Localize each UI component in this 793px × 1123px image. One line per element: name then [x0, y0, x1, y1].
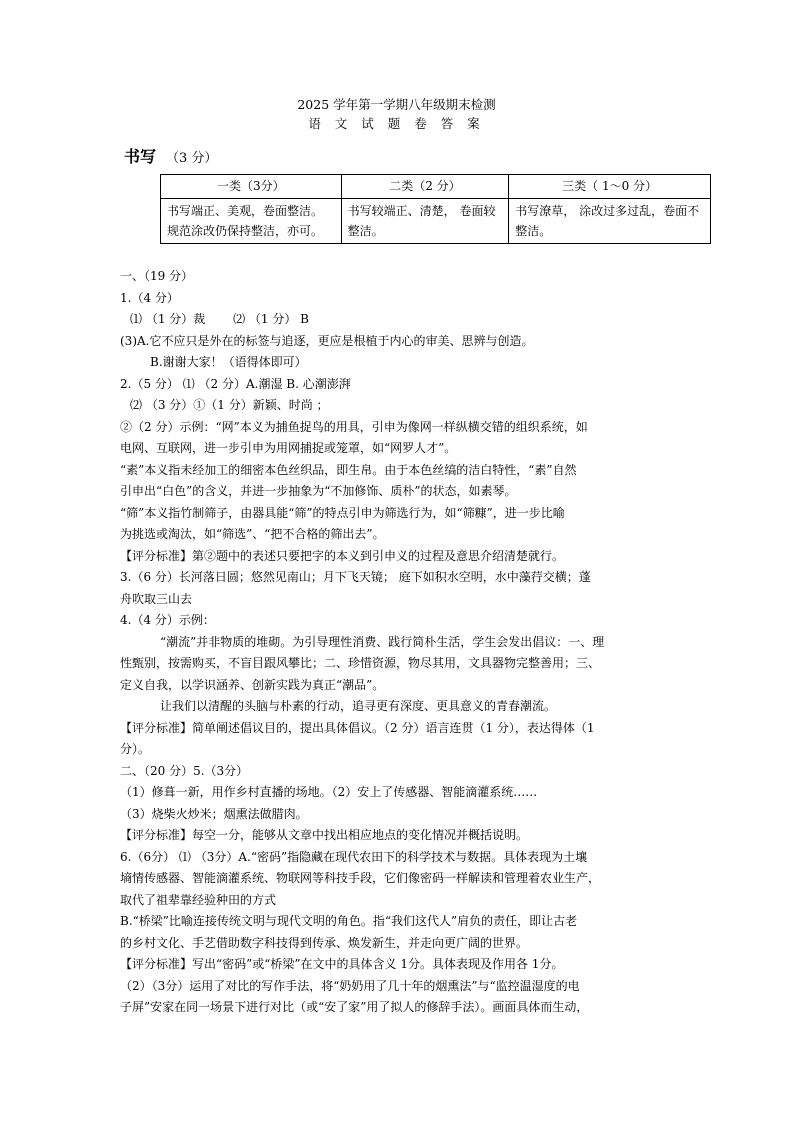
table-header-cell: 三类（ 1～0 分） [509, 175, 711, 199]
answer-line: B.“桥梁”比喻连接传统文明与现代文明的角色。指“我们这代人”肩负的责任，即让古老 [120, 914, 578, 928]
writing-points: （3 分） [166, 151, 218, 166]
answer-line: （3）烧柴火炒米；烟熏法做腊肉。 [120, 806, 308, 821]
answer-line: 3.（6 分）长河落日圆；悠然见南山；月下飞天镜； 庭下如积水空明，水中藻荇交横；蓬 [120, 570, 591, 584]
answer-line: 引申出“白色”的含义，并进一步抽象为“不加修饰、质朴”的状态，如素琴。 [120, 484, 517, 498]
answer-line: 分）。 [120, 742, 151, 756]
answer-line: ⑵ （3 分）①（1 分）新颖、时尚 ； [130, 398, 329, 412]
writing-label: 书写 [124, 147, 157, 166]
answer-line: 让我们以清醒的头脑与朴素的行动，追寻更有深度、更具意义的青春潮流。 [160, 699, 557, 713]
table-header-cell: 二类（2 分） [341, 175, 509, 199]
scoring-criteria: 【评分标准】每空一分，能够从文章中找出相应地点的变化情况并概括说明。 [120, 828, 529, 842]
answer-line: 定义自我，以学识涵养、创新实践为真正“潮品”。 [120, 677, 385, 692]
table-header-cell: 一类（3分） [161, 175, 342, 199]
section-heading: 二、（20 分）5.（3分） [120, 763, 249, 778]
page-subtitle: 语 文 试 题 卷 答 案 [308, 116, 485, 131]
answer-line: 为挑选或淘汰，如“筛选”、“把不合格的筛出去”。 [120, 527, 385, 541]
table-row [161, 199, 711, 244]
answer-line: 6.（6分） ⑴ （3分）A.“密码”指隐藏在现代农田下的科学技术与数据。具体表现为土壤 [120, 849, 588, 864]
answer-line: 性甄别，按需购买，不盲目跟风攀比；二、珍惜资源，物尽其用，文具器物完整善用；三、 [120, 656, 601, 670]
answer-line: 舟吹取三山去 [120, 591, 193, 606]
answer-line: (3)A.它不应只是外在的标签与追逐，更应是根植于内心的审美、思辨与创造。 [120, 333, 534, 348]
answer-line: B.谢谢大家！（语得体即可） [150, 355, 307, 369]
answer-line: “素”本义指未经加工的细密本色丝织品，即生帛。由于本色丝缟的洁白特性，“素”自然 [120, 462, 577, 477]
answer-body [120, 266, 680, 1019]
table-cell: 书写端正、美观，卷面整洁。规范涂改仍保持整洁，亦可。 [161, 199, 342, 244]
writing-score-heading [124, 144, 217, 167]
scoring-criteria: 【评分标准】第②题中的表述只要把字的本义到引申义的过程及意思介绍清楚就行。 [120, 548, 565, 563]
scoring-criteria: 【评分标准】简单阐述倡议目的，提出具体倡议。（2 分）语言连贯（1 分），表达得体（1 [120, 720, 595, 735]
answer-line: 2.（5 分） ⑴ （2 分）A.潮湿 B. 心潮澎湃 [120, 376, 351, 391]
scoring-criteria: 【评分标准】写出“密码”或“桥梁”在文中的具体含义 1分。具体表现及作用各 1分。 [120, 957, 564, 971]
section-heading: 一、（19 分） [120, 269, 194, 283]
writing-grade-table [160, 174, 711, 244]
answer-line: 4.（4 分）示例： [120, 613, 215, 627]
table-cell: 书写潦草， 涂改过多过乱，卷面不整洁。 [509, 199, 711, 244]
answer-line: 取代了祖辈靠经验种田的方式 [120, 892, 277, 907]
answer-line: （1）修葺一新，用作乡村直播的场地。（2）安上了传感器、智能滴灌系统…… [120, 785, 538, 799]
table-header-row [161, 175, 711, 199]
answer-line: （2）（3分）运用了对比的写作手法，将“奶奶用了几十年的烟熏法”与“监控温湿度的电 [120, 978, 580, 993]
answer-line: ②（2 分）示例：“网”本义为捕鱼捉鸟的用具，引申为像网一样纵横交错的组织系统，如 [120, 419, 588, 434]
table-cell: 书写较端正、清楚， 卷面较整洁。 [341, 199, 509, 244]
answer-line: ⑴ （1 分）裁 ⑵ （1 分） B [130, 312, 309, 326]
answer-line: 墒情传感器、智能滴灌系统、物联网等科技手段，它们像密码一样解读和管理着农业生产， [120, 871, 601, 885]
answer-line: “筛”本义指竹制筛子，由器具能“筛”的特点引申为筛选行为，如“筛糠”，进一步比喻 [120, 505, 565, 520]
answer-line: 的乡村文化、手艺借助数字科技得到传承、焕发新生，并走向更广阔的世界。 [120, 935, 529, 950]
answer-line: 电网、互联网，进一步引申为用网捕捉或笼罩，如“网罗人才”。 [120, 441, 457, 455]
answer-line: 1.（4 分） [120, 290, 179, 305]
answer-line: 子屏”安家在同一场景下进行对比（或“安了家”用了拟人的修辞手法）。画面具体而生动， [120, 1000, 589, 1014]
page-title: 2025 学年第一学期八年级期末检测 [297, 97, 496, 112]
answer-line: “潮流”并非物质的堆砌。为引导理性消费、践行简朴生活，学生会发出倡议：一、理 [160, 634, 605, 649]
